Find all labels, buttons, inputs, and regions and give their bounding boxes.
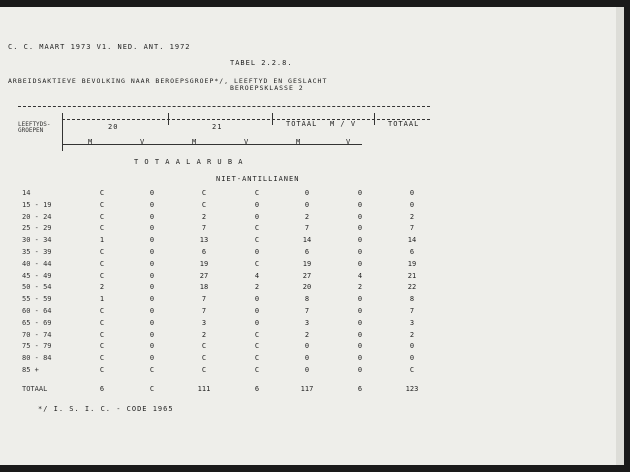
age-group-label: 80 - 84: [22, 354, 52, 363]
table-cell: C: [254, 236, 260, 245]
table-cell: 0: [357, 212, 363, 221]
table-cell: 0: [357, 224, 363, 233]
table-cell: 1: [99, 295, 105, 304]
table-cell: 8: [409, 295, 415, 304]
table-cell: 6: [201, 248, 207, 256]
table-cell: 8: [304, 295, 310, 304]
table-cell: 27: [199, 271, 209, 280]
table-cell: C: [149, 385, 155, 393]
age-group-label: 75 - 79: [22, 342, 52, 351]
table-cell: 14: [302, 236, 312, 245]
table-cell: 7: [304, 224, 310, 233]
age-group-label: 60 - 64: [22, 307, 52, 315]
table-cell: 0: [149, 224, 155, 233]
table-cell: 0: [357, 318, 363, 327]
age-group-label: 55 - 59: [22, 295, 52, 304]
table-cell: 0: [357, 259, 363, 268]
table-cell: 6: [304, 248, 310, 256]
table-cell: 2: [201, 212, 207, 221]
table-cell: C: [99, 271, 105, 280]
table-cell: 0: [254, 295, 260, 304]
table-cell: 0: [254, 318, 260, 327]
table-cell: 0: [149, 318, 155, 327]
table-cell: 6: [254, 385, 260, 393]
table-cell: 0: [149, 248, 155, 256]
age-group-label: 50 - 54: [22, 283, 52, 292]
table-cell: 19: [407, 259, 417, 268]
row-header-label: LEEFTYDS- GROEPEN: [18, 121, 51, 134]
table-cell: 6: [409, 248, 415, 256]
table-cell: 6: [357, 385, 363, 393]
table-cell: 7: [201, 307, 207, 315]
group-header: TOTAAL: [388, 120, 420, 128]
table-cell: 0: [254, 307, 260, 315]
table-cell: 2: [357, 283, 363, 292]
table-cell: 0: [409, 200, 415, 209]
document-page: [0, 7, 624, 465]
header-rule-top: [18, 106, 430, 107]
header-divider: [62, 113, 63, 151]
table-cell: 2: [409, 212, 415, 221]
table-cell: 0: [357, 295, 363, 304]
age-group-label: 45 - 49: [22, 271, 52, 280]
table-cell: 0: [149, 271, 155, 280]
table-cell: 0: [357, 189, 363, 197]
table-cell: 0: [357, 330, 363, 339]
table-cell: C: [99, 366, 105, 374]
table-cell: 4: [254, 271, 260, 280]
table-cell: 117: [300, 385, 314, 393]
table-cell: 7: [201, 295, 207, 304]
table-cell: 2: [304, 212, 310, 221]
table-cell: 0: [409, 342, 415, 351]
table-cell: 0: [254, 200, 260, 209]
table-cell: 7: [409, 307, 415, 315]
table-cell: 2: [409, 330, 415, 339]
table-cell: 0: [304, 189, 310, 197]
age-group-label: 14: [22, 189, 31, 197]
table-cell: 22: [407, 283, 417, 292]
subsection-title: NIET-ANTILLIANEN: [216, 175, 300, 183]
table-cell: C: [99, 354, 105, 363]
table-cell: 0: [409, 189, 415, 197]
age-group-label: 25 - 29: [22, 224, 52, 233]
table-cell: C: [201, 200, 207, 209]
table-cell: 1: [99, 236, 105, 245]
table-cell: C: [99, 342, 105, 351]
title-line-2: BEROEPSKLASSE 2: [230, 84, 304, 92]
header-divider: [374, 113, 375, 125]
table-cell: C: [99, 224, 105, 233]
header-divider: [272, 113, 273, 125]
table-cell: C: [149, 366, 155, 374]
group-header: 21: [212, 123, 223, 131]
age-group-label: 20 - 24: [22, 212, 52, 221]
table-cell: 4: [357, 271, 363, 280]
table-cell: 0: [149, 295, 155, 304]
table-cell: C: [254, 342, 260, 351]
age-group-label: 15 - 19: [22, 200, 52, 209]
table-cell: 0: [304, 366, 310, 374]
table-cell: 0: [149, 354, 155, 363]
subheader: V: [346, 138, 352, 146]
table-cell: 0: [254, 212, 260, 221]
table-cell: C: [99, 189, 105, 197]
table-cell: C: [254, 224, 260, 233]
group-header: M / V: [330, 120, 357, 128]
table-cell: 2: [201, 330, 207, 339]
table-cell: 0: [357, 354, 363, 363]
table-cell: C: [99, 212, 105, 221]
table-cell: C: [201, 189, 207, 197]
table-cell: 3: [409, 318, 415, 327]
group-header: TOTAAL: [286, 120, 318, 128]
age-group-label: 35 - 39: [22, 248, 52, 256]
subheader: V: [140, 138, 146, 146]
table-cell: 21: [407, 271, 417, 280]
subheader: M: [88, 138, 94, 146]
age-group-label: 85 +: [22, 366, 39, 374]
table-cell: 0: [149, 236, 155, 245]
table-cell: C: [254, 366, 260, 374]
table-cell: C: [99, 330, 105, 339]
table-cell: 3: [201, 318, 207, 327]
title-line-1: ARBEIDSAKTIEVE BEVOLKING NAAR BEROEPSGROEP*/, LEEFTYD EN GESLACHT: [8, 77, 328, 85]
age-group-label: 65 - 69: [22, 318, 52, 327]
table-cell: 7: [409, 224, 415, 233]
table-cell: C: [99, 259, 105, 268]
age-group-label: 70 - 74: [22, 330, 52, 339]
table-cell: 19: [199, 259, 209, 268]
table-cell: 7: [201, 224, 207, 233]
footnote: */ I. S. I. C. - CODE 1965: [38, 405, 174, 413]
table-cell: C: [254, 189, 260, 197]
age-group-label: 30 - 34: [22, 236, 52, 245]
table-cell: 0: [409, 354, 415, 363]
table-cell: 123: [405, 385, 419, 393]
table-cell: 0: [149, 307, 155, 315]
table-cell: C: [254, 330, 260, 339]
table-cell: 20: [302, 283, 312, 292]
table-cell: 0: [149, 259, 155, 268]
group-header: 20: [108, 123, 119, 131]
table-cell: C: [201, 366, 207, 374]
header-rule-bottom: [62, 144, 362, 145]
age-group-label: TOTAAL: [22, 385, 48, 393]
table-cell: 0: [149, 189, 155, 197]
age-group-label: 40 - 44: [22, 259, 52, 268]
table-cell: 0: [357, 342, 363, 351]
table-cell: 2: [254, 283, 260, 292]
subheader: M: [192, 138, 198, 146]
table-cell: 0: [149, 212, 155, 221]
table-cell: 0: [357, 236, 363, 245]
table-cell: 0: [149, 283, 155, 292]
table-cell: 2: [99, 283, 105, 292]
table-cell: C: [201, 354, 207, 363]
table-cell: 0: [357, 366, 363, 374]
table-number: TABEL 2.2.8.: [230, 59, 293, 67]
table-cell: C: [254, 354, 260, 363]
header-divider: [168, 113, 169, 125]
table-cell: 0: [304, 354, 310, 363]
table-cell: 0: [357, 307, 363, 315]
table-cell: 6: [99, 385, 105, 393]
table-cell: 0: [304, 200, 310, 209]
table-cell: 14: [407, 236, 417, 245]
table-cell: 27: [302, 271, 312, 280]
table-cell: 2: [304, 330, 310, 339]
table-cell: 0: [149, 200, 155, 209]
table-cell: 19: [302, 259, 312, 268]
table-cell: 13: [199, 236, 209, 245]
table-cell: C: [99, 248, 105, 256]
table-cell: C: [99, 307, 105, 315]
table-cell: C: [99, 318, 105, 327]
table-cell: 3: [304, 318, 310, 327]
table-cell: 0: [254, 248, 260, 256]
table-cell: 111: [197, 385, 211, 393]
table-cell: 0: [304, 342, 310, 351]
subheader: V: [244, 138, 250, 146]
table-cell: C: [201, 342, 207, 351]
table-cell: C: [254, 259, 260, 268]
section-title: T O T A A L A R U B A: [134, 158, 244, 166]
subheader: M: [296, 138, 302, 146]
table-cell: 0: [149, 342, 155, 351]
table-cell: 7: [304, 307, 310, 315]
table-cell: C: [409, 366, 415, 374]
table-cell: C: [99, 200, 105, 209]
table-cell: 18: [199, 283, 209, 292]
table-cell: 0: [149, 330, 155, 339]
table-cell: 0: [357, 200, 363, 209]
table-cell: 0: [357, 248, 363, 256]
source-line: C. C. MAART 1973 V1. NED. ANT. 1972: [8, 43, 191, 51]
